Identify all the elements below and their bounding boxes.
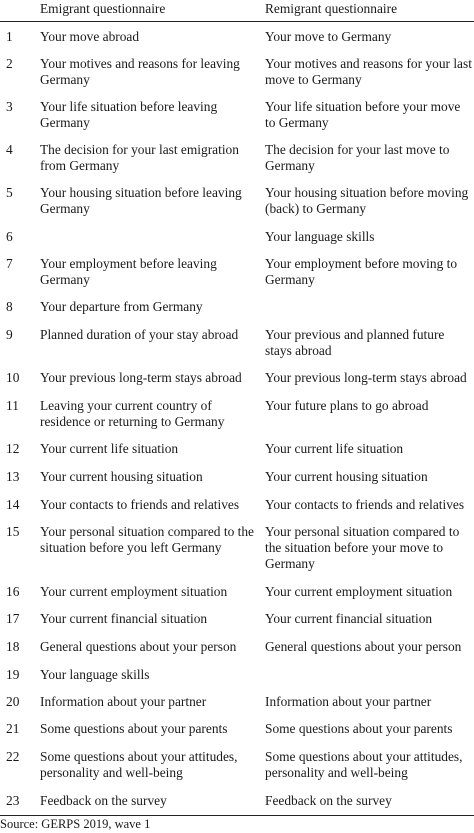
emigrant-cell: Your departure from Germany <box>40 299 203 314</box>
row-number: 11 <box>6 398 19 413</box>
emigrant-cell: Your motives and reasons for leaving Germany <box>40 56 240 87</box>
remigrant-cell: Your current employment situation <box>265 584 453 599</box>
row-number: 15 <box>6 524 20 539</box>
emigrant-cell: Some questions about your parents <box>40 721 228 736</box>
remigrant-cell: Your move to Germany <box>265 29 392 44</box>
emigrant-cell: Your current housing situation <box>40 469 203 484</box>
row-number: 18 <box>6 639 20 654</box>
remigrant-cell: Your housing situation before moving (back) to Germany <box>265 185 469 216</box>
remigrant-cell: Your personal situation compared to the situation before your move to Germany <box>265 524 460 571</box>
row-number: 5 <box>6 185 13 200</box>
emigrant-cell: The decision for your last emigration from Germany <box>40 142 239 173</box>
row-number: 22 <box>6 749 20 764</box>
emigrant-cell: Feedback on the survey <box>40 793 167 808</box>
emigrant-cell: Some questions about your attitudes, personality and well-being <box>40 749 238 780</box>
remigrant-cell: Information about your partner <box>265 694 432 709</box>
emigrant-cell: Your current life situation <box>40 441 179 456</box>
header-emigrant: Emigrant questionnaire <box>40 1 166 16</box>
row-number: 4 <box>6 142 13 157</box>
row-number: 2 <box>6 56 13 71</box>
remigrant-cell: Your future plans to go abroad <box>265 398 429 413</box>
emigrant-cell: Leaving your current country of residence or returning to Germany <box>40 398 225 429</box>
row-number: 19 <box>6 667 20 682</box>
row-number: 9 <box>6 327 13 342</box>
row-number: 7 <box>6 256 13 271</box>
row-number: 17 <box>6 611 20 626</box>
row-number: 14 <box>6 497 20 512</box>
emigrant-cell: Planned duration of your stay abroad <box>40 327 239 342</box>
emigrant-cell: Your current financial situation <box>40 611 208 626</box>
source-note: Source: GERPS 2019, wave 1 <box>0 817 151 831</box>
emigrant-cell: Your personal situation compared to the situation before you left Germany <box>40 524 254 555</box>
row-number: 10 <box>6 370 20 385</box>
remigrant-cell: Your current financial situation <box>265 611 433 626</box>
row-number: 20 <box>6 694 20 709</box>
emigrant-cell: Your life situation before leaving Germany <box>40 99 218 130</box>
remigrant-cell: The decision for your last move to Germany <box>265 142 450 173</box>
remigrant-cell: General questions about your person <box>265 639 462 654</box>
emigrant-cell: Information about your partner <box>40 694 207 709</box>
emigrant-cell: Your employment before leaving Germany <box>40 256 217 287</box>
table-header <box>0 0 474 22</box>
emigrant-cell: Your previous long-term stays abroad <box>40 370 242 385</box>
row-number: 21 <box>6 721 20 736</box>
row-number: 8 <box>6 299 13 314</box>
row-number: 16 <box>6 584 20 599</box>
remigrant-cell: Some questions about your attitudes, personality and well-being <box>265 749 463 780</box>
remigrant-cell: Your employment before moving to Germany <box>265 256 458 287</box>
remigrant-cell: Your previous and planned future stays abroad <box>265 327 445 358</box>
emigrant-cell: General questions about your person <box>40 639 237 654</box>
remigrant-cell: Your motives and reasons for your last move to Germany <box>265 56 472 87</box>
row-number: 3 <box>6 99 13 114</box>
row-number: 13 <box>6 469 20 484</box>
row-number: 12 <box>6 441 20 456</box>
remigrant-cell: Your current life situation <box>265 441 404 456</box>
remigrant-cell: Your contacts to friends and relatives <box>265 497 465 512</box>
remigrant-cell: Some questions about your parents <box>265 721 453 736</box>
emigrant-cell: Your housing situation before leaving Germany <box>40 185 242 216</box>
emigrant-cell: Your contacts to friends and relatives <box>40 497 240 512</box>
remigrant-cell: Your language skills <box>265 229 375 244</box>
remigrant-cell: Your current housing situation <box>265 469 428 484</box>
remigrant-cell: Feedback on the survey <box>265 793 392 808</box>
emigrant-cell: Your current employment situation <box>40 584 228 599</box>
row-number: 6 <box>6 229 13 244</box>
row-number: 1 <box>6 29 13 44</box>
emigrant-cell: Your language skills <box>40 667 150 682</box>
remigrant-cell: Your previous long-term stays abroad <box>265 370 467 385</box>
remigrant-cell: Your life situation before your move to Germany <box>265 99 461 130</box>
emigrant-cell: Your move abroad <box>40 29 140 44</box>
row-number: 23 <box>6 793 20 808</box>
header-rule <box>0 21 474 22</box>
header-remigrant: Remigrant questionnaire <box>265 1 398 16</box>
